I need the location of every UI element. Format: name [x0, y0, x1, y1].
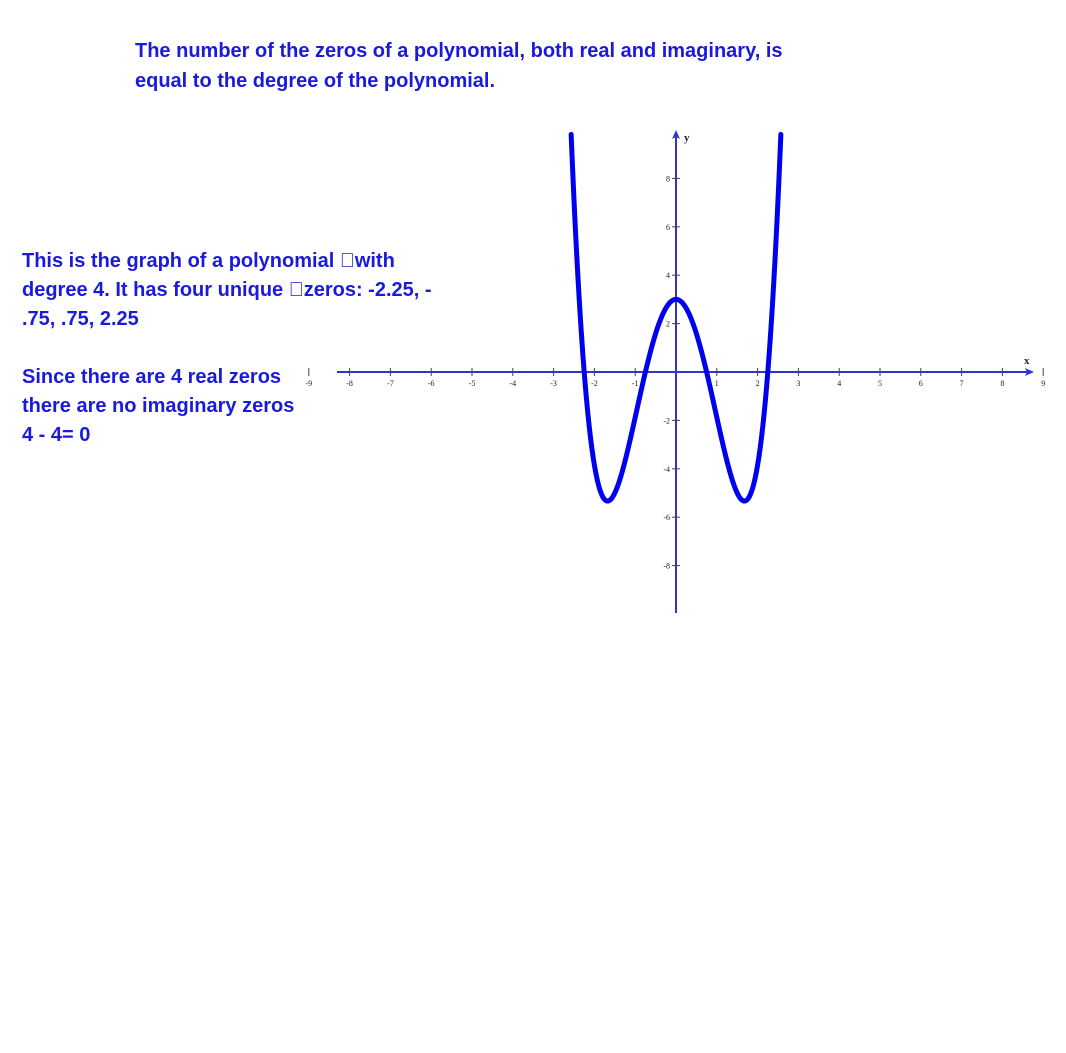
x-tick-label: -3 [550, 379, 557, 388]
explanation-line-4: Since there are 4 real zeros [22, 366, 282, 388]
y-tick-label: -6 [663, 513, 670, 523]
x-tick-label: 4 [837, 379, 842, 388]
explanation-line-3: .75, .75, 2.25 [22, 308, 139, 330]
x-tick-label: 2 [755, 379, 760, 388]
explanation-line-2: degree 4. It has four unique zeros: -2.25, - [22, 279, 417, 301]
x-tick-label: -9 [305, 379, 313, 388]
y-tick-label: -8 [663, 561, 670, 571]
x-tick-label: -4 [509, 379, 517, 388]
explanation-line-5: there are no imaginary zeros [22, 395, 295, 417]
x-tick-label: -8 [346, 379, 353, 388]
y-tick-label: 4 [666, 271, 670, 281]
x-tick-label: 3 [796, 379, 801, 388]
x-tick-label: 6 [918, 379, 923, 388]
y-tick-label: 8 [666, 174, 670, 184]
x-tick-label: -6 [427, 379, 435, 388]
heading-line-2: equal to the degree of the polynomial. [135, 70, 496, 92]
x-tick-label: 8 [1000, 379, 1005, 388]
x-tick-label: -2 [591, 379, 598, 388]
y-tick-label: -4 [663, 464, 670, 474]
x-tick-label: 7 [959, 379, 964, 388]
y-tick-label: 6 [666, 222, 670, 232]
x-axis-label: x [1024, 355, 1030, 367]
x-tick-label: 9 [1041, 379, 1046, 388]
x-tick-label: 1 [714, 379, 719, 388]
heading-line-1: The number of the zeros of a polynomial, both real and imaginary, is [135, 40, 783, 62]
y-tick-label: 2 [666, 319, 670, 329]
x-tick-label: -7 [387, 379, 394, 388]
blank-line [22, 334, 532, 363]
heading [135, 36, 935, 96]
explanation-line-6: 4 - 4= 0 [22, 424, 91, 446]
x-tick-label: -1 [631, 379, 639, 388]
x-tick-label: 5 [878, 379, 882, 388]
y-axis-label: y [684, 132, 690, 144]
explanation-line-1: This is the graph of a polynomial with [22, 250, 380, 272]
x-tick-label: -5 [468, 379, 476, 388]
explanation-text [22, 247, 532, 450]
y-tick-label: -2 [663, 416, 670, 426]
